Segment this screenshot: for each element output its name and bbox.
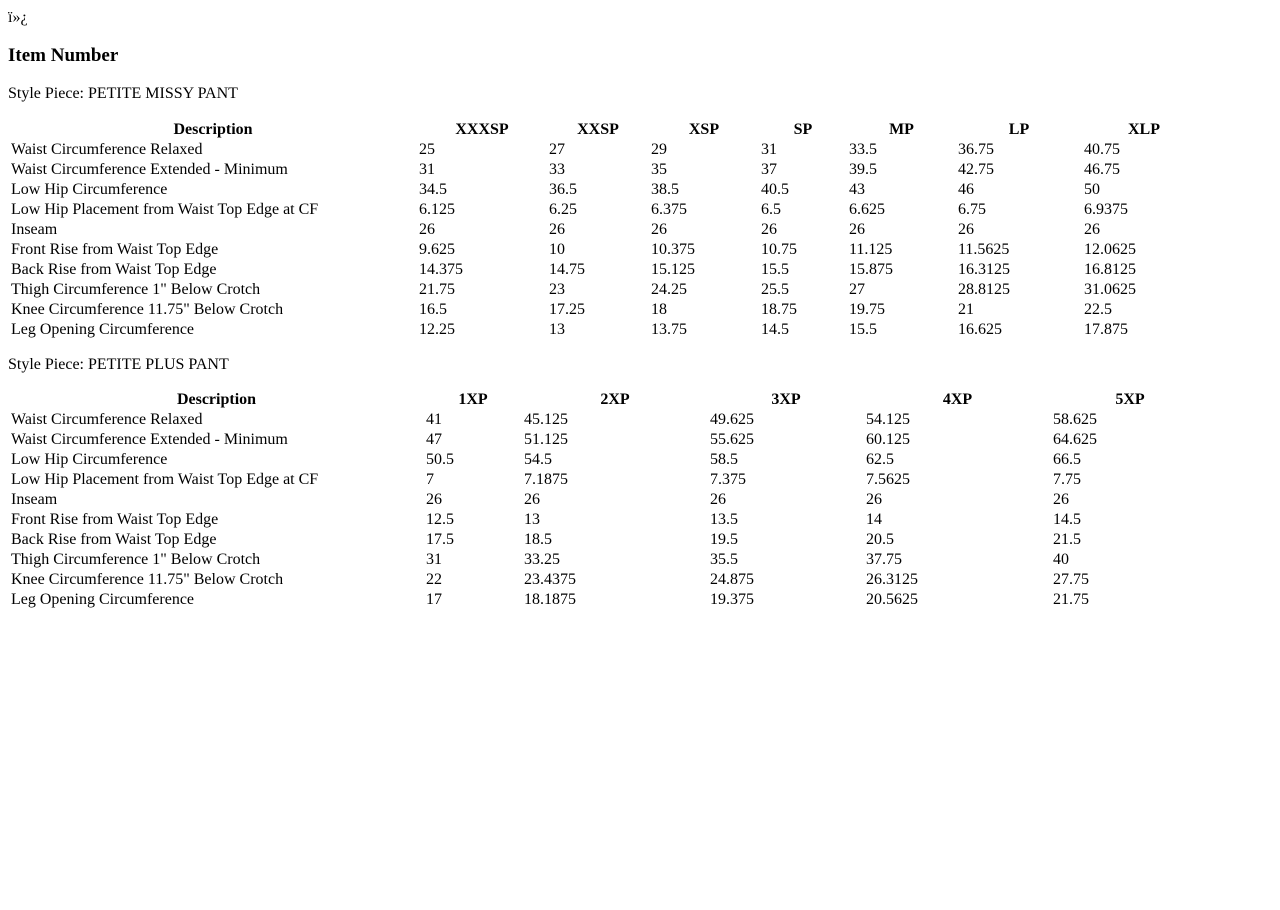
size-column-header: 2XP (600, 391, 630, 408)
measurement-cell: 19.375 (710, 591, 754, 608)
measurement-cell: 6.9375 (1084, 200, 1128, 218)
measurement-cell: 10 (549, 240, 565, 258)
measurement-cell: 35 (651, 160, 667, 178)
measurement-cell: 36.75 (958, 140, 994, 158)
measurement-cell: 24.25 (651, 280, 687, 298)
measurement-cell: 26 (419, 220, 435, 238)
measurement-cell: 51.125 (524, 431, 568, 448)
measurement-cell: 17.875 (1084, 320, 1128, 338)
row-description: Knee Circumference 11.75" Below Crotch (11, 571, 284, 588)
measurement-cell: 15.125 (651, 260, 695, 278)
measurement-cell: 40 (1053, 551, 1069, 568)
table-row (10, 490, 1208, 510)
measurement-cell: 14.5 (1053, 511, 1081, 528)
measurement-cell: 34.5 (419, 180, 447, 198)
measurement-cell: 17 (426, 591, 442, 608)
measurement-cell: 46 (958, 180, 974, 198)
measurement-cell: 31.0625 (1084, 280, 1136, 298)
measurement-cell: 41 (426, 411, 442, 428)
measurement-cell: 26.3125 (866, 571, 918, 588)
measurement-cell: 6.375 (651, 200, 687, 218)
table-row (10, 260, 1205, 280)
measurement-cell: 21 (958, 300, 974, 318)
size-column-header: XXXSP (455, 120, 509, 138)
table-row (10, 220, 1205, 240)
measurement-cell: 20.5625 (866, 591, 918, 608)
measurement-cell: 7.5625 (866, 471, 910, 488)
size-column-header: XSP (688, 120, 720, 138)
measurement-cell: 58.5 (710, 451, 738, 468)
measurement-cell: 26 (524, 491, 540, 508)
measurement-cell: 9.625 (419, 240, 455, 258)
measurement-cell: 49.625 (710, 411, 754, 428)
measurement-cell: 26 (958, 220, 974, 238)
row-description: Back Rise from Waist Top Edge (11, 260, 217, 278)
header-row (10, 390, 1208, 410)
measurement-cell: 64.625 (1053, 431, 1097, 448)
measurement-cell: 18.5 (524, 531, 552, 548)
measurement-cell: 26 (651, 220, 667, 238)
measurement-cell: 14 (866, 511, 882, 528)
table-row (10, 200, 1205, 220)
measurement-cell: 37 (761, 160, 777, 178)
size-column-header: 4XP (942, 391, 973, 408)
size-column-header: MP (889, 120, 914, 138)
measurement-cell: 18.75 (761, 300, 797, 318)
measurement-cell: 54.125 (866, 411, 910, 428)
description-column-header: Description (176, 391, 257, 408)
table-row (10, 180, 1205, 200)
row-description: Knee Circumference 11.75" Below Crotch (11, 300, 284, 318)
measurement-cell: 43 (849, 180, 865, 198)
measurement-cell: 26 (866, 491, 882, 508)
measurement-cell: 21.75 (419, 280, 455, 298)
measurement-cell: 25 (419, 140, 435, 158)
measurement-cell: 16.625 (958, 320, 1002, 338)
row-description: Low Hip Placement from Waist Top Edge at CF (11, 200, 319, 218)
measurement-cell: 22 (426, 571, 442, 588)
row-description: Leg Opening Circumference (11, 591, 195, 608)
row-description: Waist Circumference Extended - Minimum (11, 431, 288, 448)
table-row (10, 300, 1205, 320)
row-description: Inseam (11, 220, 58, 238)
measurement-cell: 6.75 (958, 200, 986, 218)
measurement-cell: 16.8125 (1084, 260, 1136, 278)
measurement-cell: 18 (651, 300, 667, 318)
row-description: Back Rise from Waist Top Edge (11, 531, 217, 548)
row-description: Front Rise from Waist Top Edge (11, 240, 219, 258)
row-description: Waist Circumference Relaxed (11, 140, 203, 158)
size-column-header: SP (793, 120, 813, 138)
measurement-cell: 14.375 (419, 260, 463, 278)
measurement-cell: 33.5 (849, 140, 877, 158)
measurement-cell: 33.25 (524, 551, 560, 568)
measurement-cell: 11.125 (849, 240, 893, 258)
measurement-cell: 7 (426, 471, 434, 488)
measurement-cell: 25.5 (761, 280, 789, 298)
table-row (10, 470, 1208, 490)
measurement-cell: 21.75 (1053, 591, 1089, 608)
measurement-cell: 10.75 (761, 240, 797, 258)
measurement-cell: 50.5 (426, 451, 454, 468)
table-row (10, 320, 1205, 340)
page-title: Item Number (8, 45, 119, 66)
measurement-cell: 15.5 (761, 260, 789, 278)
table-row (10, 240, 1205, 260)
measurement-cell: 26 (1084, 220, 1100, 238)
measurement-cell: 14.5 (761, 320, 789, 338)
measurement-cell: 26 (849, 220, 865, 238)
measurement-cell: 24.875 (710, 571, 754, 588)
measurement-cell: 15.5 (849, 320, 877, 338)
row-description: Thigh Circumference 1" Below Crotch (11, 280, 261, 298)
measurement-cell: 14.75 (549, 260, 585, 278)
measurement-cell: 39.5 (849, 160, 877, 178)
row-description: Low Hip Circumference (11, 180, 168, 198)
measurement-cell: 17.25 (549, 300, 585, 318)
measurement-cell: 47 (426, 431, 442, 448)
measurement-cell: 28.8125 (958, 280, 1010, 298)
measurement-cell: 19.75 (849, 300, 885, 318)
size-column-header: XXSP (577, 120, 619, 138)
measurement-cell: 18.1875 (524, 591, 576, 608)
size-column-header: 3XP (771, 391, 801, 408)
measurement-cell: 6.625 (849, 200, 885, 218)
measurement-cell: 19.5 (710, 531, 738, 548)
table-row (10, 450, 1208, 470)
measurement-cell: 42.75 (958, 160, 994, 178)
row-description: Front Rise from Waist Top Edge (11, 511, 219, 528)
size-column-header: 5XP (1115, 391, 1145, 408)
measurement-cell: 16.5 (419, 300, 447, 318)
size-spec-table-petite-missy (8, 120, 1207, 340)
measurement-cell: 26 (761, 220, 777, 238)
row-description: Leg Opening Circumference (11, 320, 195, 338)
measurement-cell: 6.125 (419, 200, 455, 218)
row-description: Low Hip Circumference (11, 451, 168, 468)
measurement-cell: 20.5 (866, 531, 894, 548)
measurement-cell: 13 (524, 511, 540, 528)
measurement-cell: 62.5 (866, 451, 894, 468)
measurement-cell: 15.875 (849, 260, 893, 278)
measurement-cell: 21.5 (1053, 531, 1081, 548)
measurement-cell: 58.625 (1053, 411, 1097, 428)
table-row (10, 160, 1205, 180)
measurement-cell: 46.75 (1084, 160, 1120, 178)
measurement-cell: 13.75 (651, 320, 687, 338)
measurement-cell: 13 (549, 320, 565, 338)
size-column-header: 1XP (458, 391, 488, 408)
table-row (10, 430, 1208, 450)
measurement-cell: 26 (549, 220, 565, 238)
table-row (10, 140, 1205, 160)
measurement-cell: 11.5625 (958, 240, 1010, 258)
header-row (10, 120, 1205, 140)
measurement-cell: 26 (426, 491, 442, 508)
style-piece-label: Style Piece: PETITE PLUS PANT (8, 355, 229, 373)
measurement-cell: 55.625 (710, 431, 754, 448)
measurement-cell: 31 (761, 140, 777, 158)
measurement-cell: 66.5 (1053, 451, 1081, 468)
row-description: Low Hip Placement from Waist Top Edge at CF (11, 471, 319, 488)
table-row (10, 410, 1208, 430)
measurement-cell: 7.1875 (524, 471, 568, 488)
measurement-cell: 6.25 (549, 200, 577, 218)
measurement-cell: 16.3125 (958, 260, 1010, 278)
measurement-cell: 60.125 (866, 431, 910, 448)
measurement-cell: 40.75 (1084, 140, 1120, 158)
table-row (10, 570, 1208, 590)
row-description: Waist Circumference Extended - Minimum (11, 160, 288, 178)
table-row (10, 590, 1208, 610)
measurement-cell: 27.75 (1053, 571, 1089, 588)
table-row (10, 530, 1208, 550)
style-piece-label: Style Piece: PETITE MISSY PANT (8, 85, 238, 102)
measurement-cell: 6.5 (761, 200, 781, 218)
measurement-cell: 31 (419, 160, 435, 178)
row-description: Inseam (11, 491, 58, 508)
measurement-cell: 40.5 (761, 180, 789, 198)
measurement-cell: 54.5 (524, 451, 552, 468)
measurement-cell: 35.5 (710, 551, 738, 568)
measurement-cell: 31 (426, 551, 442, 568)
size-spec-table-petite-plus (8, 390, 1210, 610)
table-row (10, 280, 1205, 300)
measurement-cell: 33 (549, 160, 565, 178)
measurement-cell: 36.5 (549, 180, 577, 198)
measurement-cell: 12.25 (419, 320, 455, 338)
measurement-cell: 17.5 (426, 531, 454, 548)
measurement-cell: 7.375 (710, 471, 746, 488)
measurement-cell: 12.0625 (1084, 240, 1136, 258)
row-description: Thigh Circumference 1" Below Crotch (11, 551, 261, 568)
size-column-header: LP (1008, 120, 1030, 138)
measurement-cell: 27 (849, 280, 865, 298)
description-column-header: Description (173, 120, 253, 138)
measurement-cell: 37.75 (866, 551, 902, 568)
measurement-cell: 29 (651, 140, 667, 158)
measurement-cell: 26 (1053, 491, 1069, 508)
size-spec-section-petite-missy (8, 85, 1272, 340)
measurement-cell: 10.375 (651, 240, 695, 258)
table-row (10, 550, 1208, 570)
measurement-cell: 7.75 (1053, 471, 1081, 488)
measurement-cell: 27 (549, 140, 565, 158)
measurement-cell: 12.5 (426, 511, 454, 528)
measurement-cell: 22.5 (1084, 300, 1112, 318)
measurement-cell: 23 (549, 280, 565, 298)
measurement-cell: 13.5 (710, 511, 738, 528)
measurement-cell: 38.5 (651, 180, 679, 198)
measurement-cell: 50 (1084, 180, 1100, 198)
size-spec-section-petite-plus (8, 356, 1272, 611)
bom-marker: ï»¿ (8, 9, 28, 26)
table-row (10, 510, 1208, 530)
size-column-header: XLP (1128, 120, 1160, 138)
measurement-cell: 26 (710, 491, 726, 508)
measurement-cell: 45.125 (524, 411, 568, 428)
row-description: Waist Circumference Relaxed (11, 411, 203, 428)
measurement-cell: 23.4375 (524, 571, 576, 588)
